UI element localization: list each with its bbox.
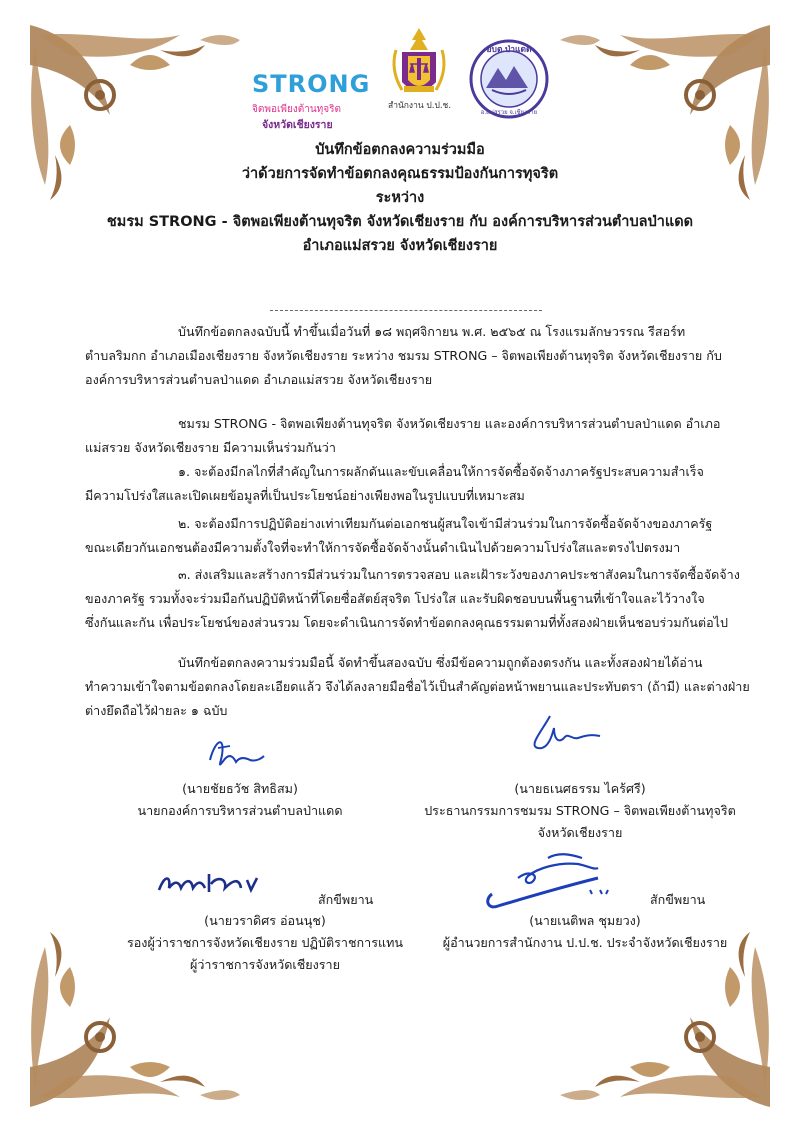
title-divider: [270, 310, 542, 311]
sao-seal-bottom-text: อ.แม่สรวย จ.เชียงราย: [480, 110, 538, 116]
witness-left-title-2: ผู้ว่าราชการจังหวัดเชียงราย: [189, 957, 341, 972]
signatory-left: [100, 778, 380, 822]
signatory-left-title: นายกองค์การบริหารส่วนตำบลป่าแดด: [137, 803, 343, 818]
title-line-5: อำเภอแม่สรวย จังหวัดเชียงราย: [302, 238, 498, 254]
title-line-4: ชมรม STRONG - จิตพอเพียงต้านทุจริต จังหวัดเชียงราย กับ องค์การบริหารส่วนตำบลป่าแดด: [106, 214, 694, 230]
para1-line2: ตำบลริมกก อำเภอเมืองเชียงราย จังหวัดเชียงราย ระหว่าง ชมรม STRONG – จิตพอเพียงต้านทุจริต จังหวัดเชียงราย กับ: [85, 348, 722, 363]
nacc-emblem-caption: สำนักงาน ป.ป.ช.: [388, 101, 452, 111]
item1-line2: มีความโปร่งใสและเปิดเผยข้อมูลที่เป็นประโยชน์อย่างเพียงพอในรูปแบบที่เหมาะสม: [85, 488, 525, 503]
witness-left-label: สักขีพยาน: [318, 892, 374, 907]
para2-line1: ชมรม STRONG - จิตพอเพียงต้านทุจริต จังหวัดเชียงราย และองค์การบริหารส่วนตำบลป่าแดด อำเภอ: [178, 416, 721, 431]
corner-ornament-bottom-right: [595, 932, 770, 1107]
para1-line3: องค์การบริหารส่วนตำบลป่าแดด อำเภอแม่สรวย จังหวัดเชียงราย: [85, 372, 433, 387]
item2-line1: ๒. จะต้องมีการปฏิบัติอย่างเท่าเทียมกันต่อเอกชนผู้สนใจเข้ามีส่วนร่วมในการจัดซื้อจัดจ้างของภาครัฐ: [178, 516, 713, 531]
witness-left: [100, 910, 430, 976]
witness-right-name: (นายเนติพล ชุมยวง): [529, 913, 641, 928]
witness-right-label: สักขีพยาน: [650, 892, 706, 907]
para2-line2: แม่สรวย จังหวัดเชียงราย มีความเห็นร่วมกันว่า: [85, 440, 336, 455]
document-title: [60, 138, 740, 258]
signatory-right-title-2: จังหวัดเชียงราย: [537, 825, 623, 840]
item3-line2: ของภาครัฐ รวมทั้งจะร่วมมือกันปฏิบัติหน้าที่โดยซื่อสัตย์สุจริต โปร่งใส และรับผิดชอบบนพื้นฐานที่เข้าใจและไว้วางใจ: [85, 591, 705, 606]
witness-left-name: (นายวราดิศร อ่อนนุช): [204, 913, 326, 928]
item3-line1: ๓. ส่งเสริมและสร้างการมีส่วนร่วมในการตรวจสอบ และเฝ้าระวังของภาคประชาสังคมในการจัดซื้อจัดจ้าง: [178, 567, 740, 582]
strong-club-logo: [244, 70, 369, 132]
strong-logo-province: จังหวัดเชียงราย: [262, 119, 333, 131]
signatory-right-name: (นายธเนศธรรม ไคร้ศรี): [514, 781, 646, 796]
witness-left-signature-mark: [155, 866, 265, 900]
border-scroll-bottom: [200, 1090, 600, 1100]
para3-line2: ทำความเข้าใจตามข้อตกลงโดยละเอียดแล้ว จึงได้ลงลายมือชื่อไว้เป็นสำคัญต่อหน้าพยานและประทับตรา (ถ้ามี) และต่างฝ่าย: [85, 679, 750, 694]
witness-right-title: ผู้อำนวยการสำนักงาน ป.ป.ช. ประจำจังหวัดเชียงราย: [442, 935, 728, 950]
signature-left-mark: [200, 730, 270, 775]
item2-line2: ขณะเดียวกันเอกชนต้องมีความตั้งใจที่จะทำให้การจัดซื้อจัดจ้างนั้นดำเนินไปด้วยความโปร่งใสและตรงไปตรงมา: [85, 540, 681, 555]
witness-right-signature-mark: [478, 848, 638, 918]
witness-left-title: รองผู้ว่าราชการจังหวัดเชียงราย ปฏิบัติราชการแทน: [126, 935, 404, 950]
strong-logo-word: STRONG: [252, 70, 371, 98]
strong-logo-tagline: จิตพอเพียงต้านทุจริต: [252, 104, 341, 115]
sao-seal-top-text: อบต.ป่าแดด: [486, 44, 532, 54]
title-line-1: บันทึกข้อตกลงความร่วมมือ: [315, 142, 485, 158]
signatory-right-title: ประธานกรรมการชมรม STRONG – จิตพอเพียงต้านทุจริต: [424, 803, 736, 818]
item3-line3: ซึ่งกันและกัน เพื่อประโยชน์ของส่วนรวม โดยจะดำเนินการจัดทำข้อตกลงคุณธรรมตามที่ทั้งสองฝ่ายเห็นชอบร่วมกันต่อไป: [85, 615, 728, 630]
signatory-right: [400, 778, 760, 844]
para3-line1: บันทึกข้อตกลงความร่วมมือนี้ จัดทำขึ้นสองฉบับ ซึ่งมีข้อความถูกต้องตรงกัน และทั้งสองฝ่ายได้อ่าน: [178, 655, 703, 670]
title-line-2: ว่าด้วยการจัดทำข้อตกลงคุณธรรมป้องกันการทุจริต: [241, 166, 559, 182]
signatory-left-name: (นายชัยธวัช สิทธิสม): [182, 781, 298, 796]
witness-right: [420, 910, 750, 954]
para3-line3: ต่างยึดถือไว้ฝ่ายละ ๑ ฉบับ: [85, 703, 228, 718]
title-line-3: ระหว่าง: [375, 190, 425, 206]
signature-right-mark: [520, 706, 610, 761]
para1-line1: บันทึกข้อตกลงฉบับนี้ ทำขึ้นเมื่อวันที่ ๑๘ พฤศจิกายน พ.ศ. ๒๕๖๕ ณ โรงแรมลักษวรรณ รีสอร์ท: [178, 324, 686, 339]
sao-padaet-seal-icon: [468, 38, 550, 120]
item1-line1: ๑. จะต้องมีกลไกที่สำคัญในการผลักดันและขับเคลื่อนให้การจัดซื้อจัดจ้างภาครัฐประสบความสำเร็จ: [178, 464, 704, 479]
